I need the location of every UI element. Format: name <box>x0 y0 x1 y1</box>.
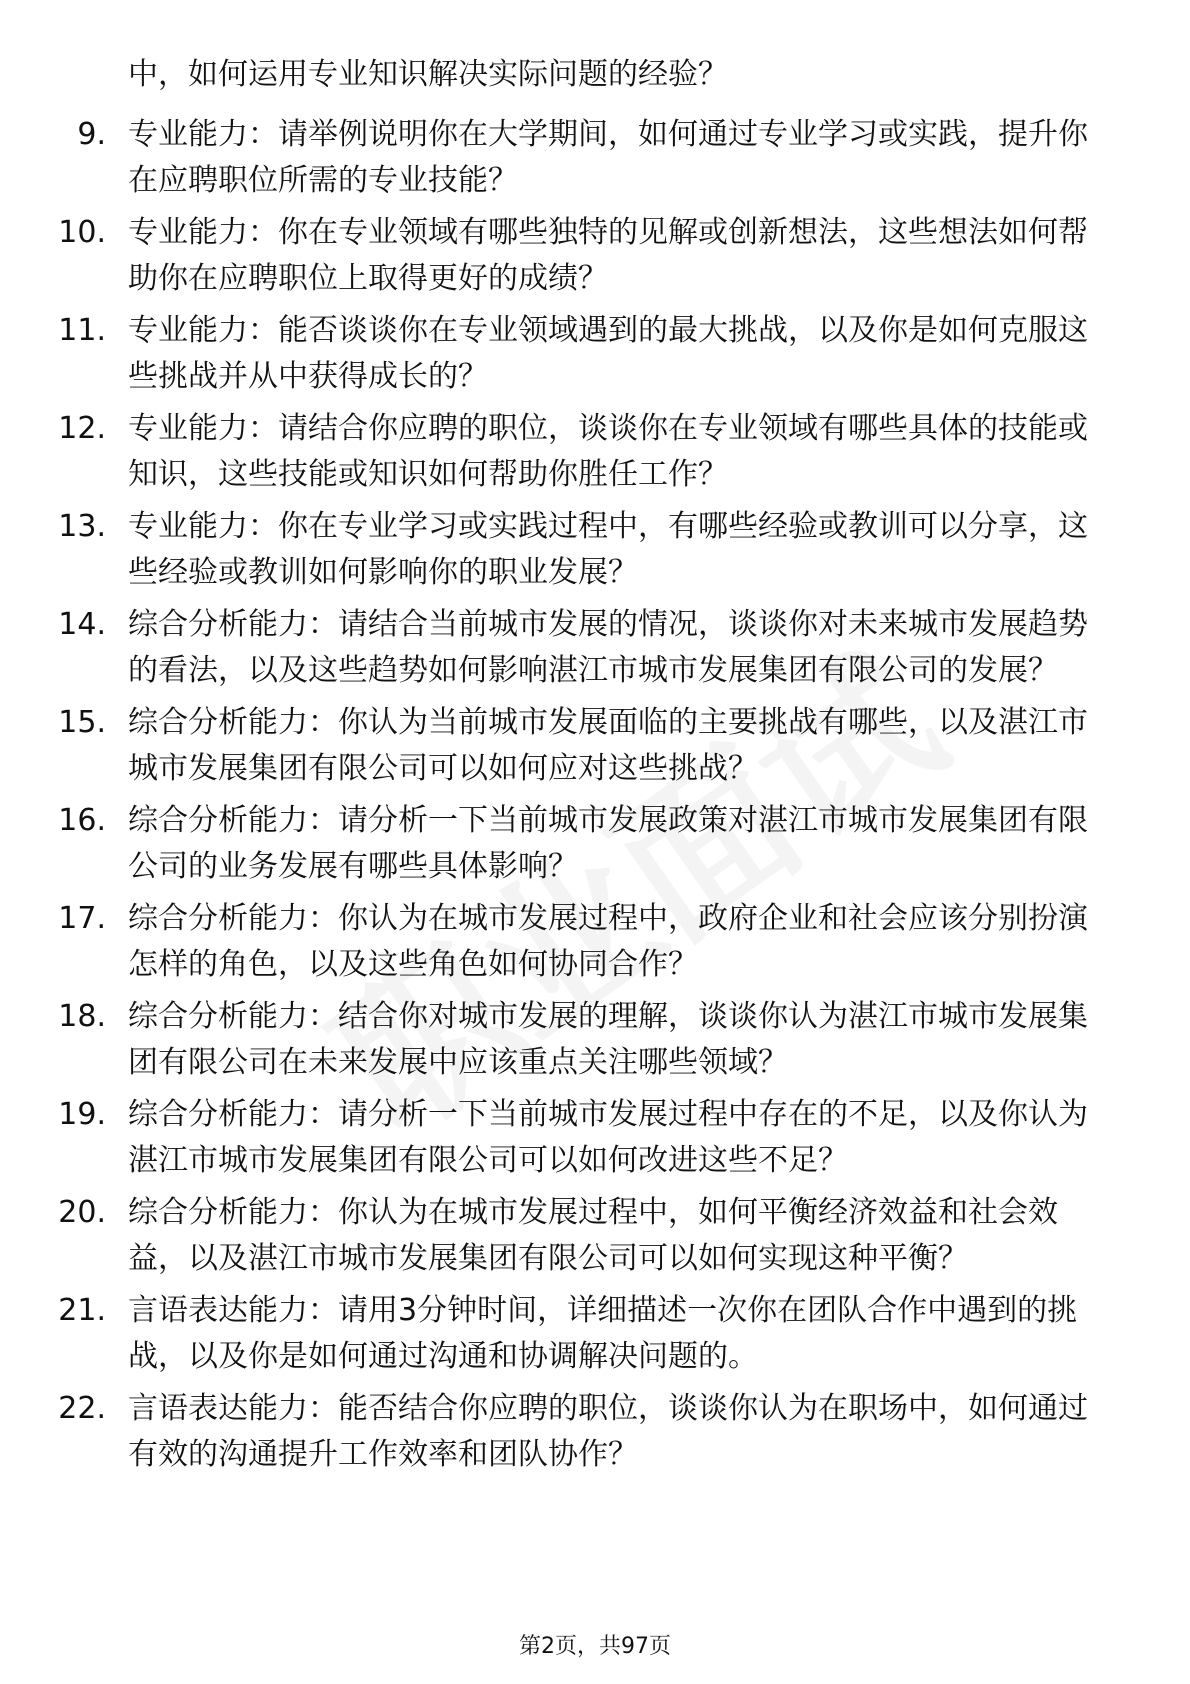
question-number: 22. <box>58 1391 106 1426</box>
question-text: 综合分析能力：请分析一下当前城市发展过程中存在的不足，以及你认为湛江市城市发展集团有限公司可以如何改进这些不足？ <box>128 1097 1088 1178</box>
question-text: 专业能力：能否谈谈你在专业领域遇到的最大挑战，以及你是如何克服这些挑战并从中获得成长的？ <box>128 313 1088 394</box>
question-item <box>0 308 1113 400</box>
question-number: 10. <box>58 215 106 250</box>
question-text: 综合分析能力：你认为在城市发展过程中，政府企业和社会应该分别扮演怎样的角色，以及这些角色如何协同合作？ <box>128 901 1088 982</box>
question-item <box>0 1190 1113 1282</box>
question-item <box>0 896 1113 988</box>
question-number: 17. <box>58 901 106 936</box>
question-number: 11. <box>58 313 106 348</box>
page-footer: 第2页，共97页 <box>519 1634 671 1659</box>
question-number: 14. <box>58 607 106 642</box>
question-item <box>0 112 1113 204</box>
question-item <box>0 1092 1113 1184</box>
question-text: 言语表达能力：能否结合你应聘的职位，谈谈你认为在职场中，如何通过有效的沟通提升工作效率和团队协作？ <box>128 1391 1088 1472</box>
question-text: 综合分析能力：你认为在城市发展过程中，如何平衡经济效益和社会效益，以及湛江市城市发展集团有限公司可以如何实现这种平衡？ <box>128 1195 1058 1276</box>
question-number: 9. <box>77 117 106 152</box>
question-item <box>0 994 1113 1086</box>
question-item <box>0 504 1113 596</box>
question-text: 综合分析能力：你认为当前城市发展面临的主要挑战有哪些，以及湛江市城市发展集团有限公司可以如何应对这些挑战？ <box>128 705 1088 786</box>
question-item <box>0 602 1113 694</box>
question-text: 专业能力：请结合你应聘的职位，谈谈你在专业领域有哪些具体的技能或知识，这些技能或知识如何帮助你胜任工作？ <box>128 411 1088 492</box>
question-list <box>0 112 1190 1484</box>
question-item <box>0 798 1113 890</box>
question-text: 专业能力：你在专业领域有哪些独特的见解或创新想法，这些想法如何帮助你在应聘职位上取得更好的成绩？ <box>128 215 1088 296</box>
question-number: 16. <box>58 803 106 838</box>
question-item <box>0 1288 1113 1380</box>
question-number: 13. <box>58 509 106 544</box>
question-number: 21. <box>58 1293 106 1328</box>
question-text: 言语表达能力：请用3分钟时间，详细描述一次你在团队合作中遇到的挑战，以及你是如何通过沟通和协调解决问题的。 <box>128 1293 1078 1374</box>
question-text: 专业能力：请举例说明你在大学期间，如何通过专业学习或实践，提升你在应聘职位所需的专业技能？ <box>128 117 1088 198</box>
question-item <box>0 700 1113 792</box>
question-item <box>0 1386 1113 1478</box>
question-text: 专业能力：你在专业学习或实践过程中，有哪些经验或教训可以分享，这些经验或教训如何影响你的职业发展？ <box>128 509 1088 590</box>
question-number: 18. <box>58 999 106 1034</box>
question-number: 12. <box>58 411 106 446</box>
continuation-text: 中，如何运用专业知识解决实际问题的经验？ <box>128 57 728 92</box>
question-number: 15. <box>58 705 106 740</box>
question-text: 综合分析能力：请结合当前城市发展的情况，谈谈你对未来城市发展趋势的看法，以及这些趋势如何影响湛江市城市发展集团有限公司的发展？ <box>128 607 1088 688</box>
question-number: 20. <box>58 1195 106 1230</box>
question-number: 19. <box>58 1097 106 1132</box>
question-item <box>0 406 1113 498</box>
question-text: 综合分析能力：请分析一下当前城市发展政策对湛江市城市发展集团有限公司的业务发展有哪些具体影响？ <box>128 803 1088 884</box>
question-text: 综合分析能力：结合你对城市发展的理解，谈谈你认为湛江市城市发展集团有限公司在未来发展中应该重点关注哪些领域？ <box>128 999 1088 1080</box>
question-item <box>0 210 1113 302</box>
